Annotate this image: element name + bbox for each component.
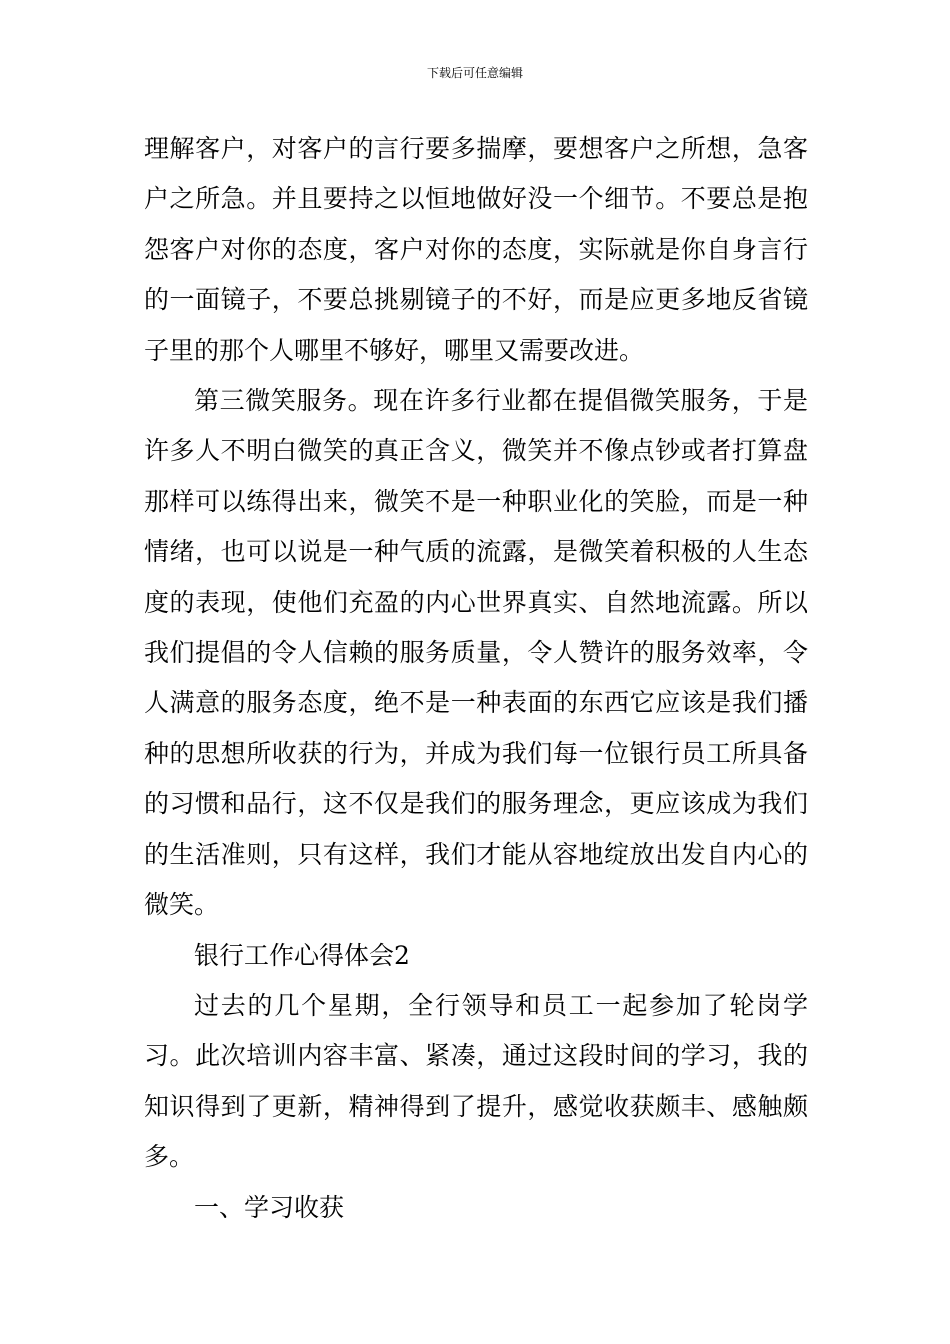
- paragraph-smile-service: 第三微笑服务。现在许多行业都在提倡微笑服务，于是许多人不明白微笑的真正含义，微笑并不像点钞或者打算盘那样可以练得出来，微笑不是一种职业化的笑脸，而是一种情绪，也可以说是一种气质的流露，是微笑着积极的人生态度的表现，使他们充盈的内心世界真实、自然地流露。所以我们提倡的令人信赖的服务质量，令人赞许的服务效率，令人满意的服务态度，绝不是一种表面的东西它应该是我们播种的思想所收获的行为，并成为我们每一位银行员工所具备的习惯和品行，这不仅是我们的服务理念，更应该成为我们的生活准则，只有这样，我们才能从容地绽放出发自内心的微笑。: [144, 386, 808, 920]
- section-heading: 银行工作心得体会2: [194, 940, 410, 970]
- paragraph-intro: 过去的几个星期，全行领导和员工一起参加了轮岗学习。此次培训内容丰富、紧凑，通过这段时间的学习，我的知识得到了更新，精神得到了提升，感觉收获颇丰、感触颇多。: [144, 990, 808, 1172]
- paragraph-continuation: 理解客户，对客户的言行要多揣摩，要想客户之所想，急客户之所急。并且要持之以恒地做好没一个细节。不要总是抱怨客户对你的态度，客户对你的态度，实际就是你自身言行的一面镜子，不要总挑剔镜子的不好，而是应更多地反省镜子里的那个人哪里不够好，哪里又需要改进。: [144, 134, 808, 365]
- subsection-heading: 一、学习收获: [194, 1192, 345, 1222]
- document-body: [144, 124, 808, 1233]
- page-header-note: 下载后可任意编辑: [426, 66, 523, 80]
